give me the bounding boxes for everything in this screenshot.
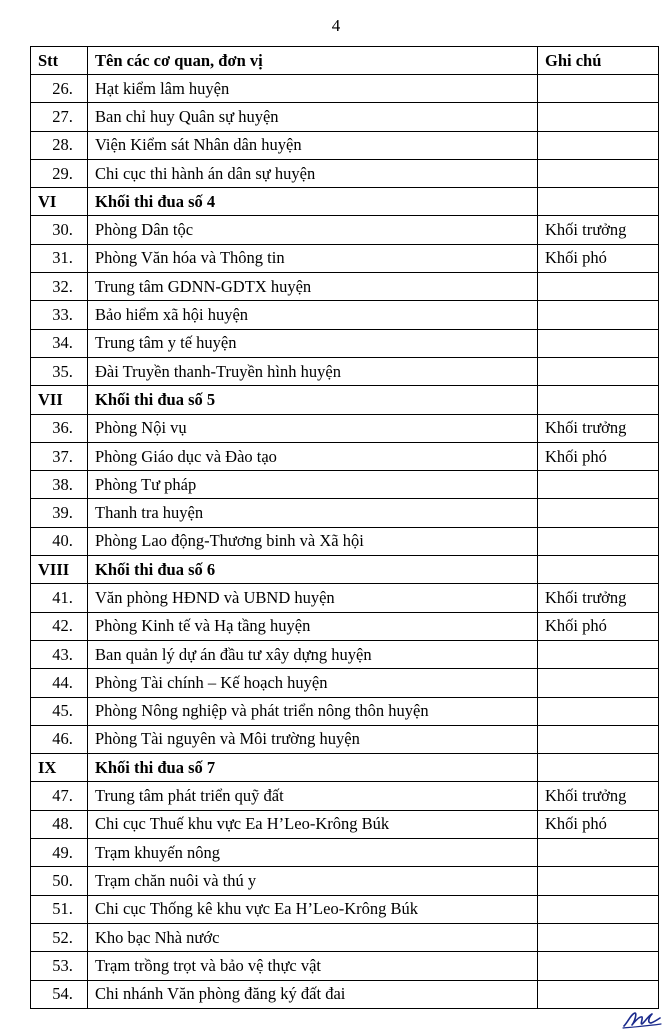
- cell-note: [538, 471, 659, 499]
- page-number: 4: [331, 16, 341, 35]
- cell-note: [538, 159, 659, 187]
- cell-name: Phòng Giáo dục và Đào tạo: [88, 442, 538, 470]
- cell-note: [538, 669, 659, 697]
- header-stt: Stt: [31, 47, 88, 75]
- cell-note: Khối phó: [538, 612, 659, 640]
- cell-stt: 34.: [31, 329, 88, 357]
- cell-stt: 38.: [31, 471, 88, 499]
- cell-note: [538, 103, 659, 131]
- table-header-row: [31, 47, 659, 75]
- cell-stt: 41.: [31, 584, 88, 612]
- agency-table: [30, 46, 659, 1009]
- table-row: [31, 697, 659, 725]
- table-row: [31, 584, 659, 612]
- cell-stt: IX: [31, 754, 88, 782]
- cell-stt: 31.: [31, 244, 88, 272]
- cell-name: Chi nhánh Văn phòng đăng ký đất đai: [88, 980, 538, 1008]
- cell-stt: 27.: [31, 103, 88, 131]
- cell-note: [538, 301, 659, 329]
- cell-stt: VII: [31, 386, 88, 414]
- cell-stt: 47.: [31, 782, 88, 810]
- cell-stt: 28.: [31, 131, 88, 159]
- cell-name: Hạt kiểm lâm huyện: [88, 75, 538, 103]
- cell-note: [538, 273, 659, 301]
- cell-note: [538, 357, 659, 385]
- cell-stt: 43.: [31, 640, 88, 668]
- table-row: [31, 895, 659, 923]
- cell-name: Trung tâm y tế huyện: [88, 329, 538, 357]
- cell-stt: 45.: [31, 697, 88, 725]
- cell-name: Phòng Tài chính – Kế hoạch huyện: [88, 669, 538, 697]
- cell-note: [538, 75, 659, 103]
- cell-note: [538, 895, 659, 923]
- group-row: [31, 188, 659, 216]
- cell-name: Phòng Kinh tế và Hạ tầng huyện: [88, 612, 538, 640]
- cell-stt: 33.: [31, 301, 88, 329]
- cell-name: Khối thi đua số 4: [88, 188, 538, 216]
- cell-note: Khối phó: [538, 810, 659, 838]
- cell-name: Chi cục thi hành án dân sự huyện: [88, 159, 538, 187]
- cell-name: Trạm trồng trọt và bảo vệ thực vật: [88, 952, 538, 980]
- cell-name: Ban quản lý dự án đầu tư xây dựng huyện: [88, 640, 538, 668]
- cell-name: Đài Truyền thanh-Truyền hình huyện: [88, 357, 538, 385]
- cell-name: Chi cục Thống kê khu vực Ea H’Leo-Krông Búk: [88, 895, 538, 923]
- cell-stt: 39.: [31, 499, 88, 527]
- cell-name: Ban chỉ huy Quân sự huyện: [88, 103, 538, 131]
- cell-stt: VI: [31, 188, 88, 216]
- cell-stt: 30.: [31, 216, 88, 244]
- signature-initials-icon: [622, 1004, 662, 1030]
- cell-name: Phòng Tài nguyên và Môi trường huyện: [88, 725, 538, 753]
- cell-stt: 49.: [31, 839, 88, 867]
- cell-note: [538, 386, 659, 414]
- cell-stt: 40.: [31, 527, 88, 555]
- table-row: [31, 952, 659, 980]
- table-row: [31, 810, 659, 838]
- table-row: [31, 244, 659, 272]
- cell-stt: 48.: [31, 810, 88, 838]
- cell-stt: 46.: [31, 725, 88, 753]
- cell-name: Phòng Văn hóa và Thông tin: [88, 244, 538, 272]
- cell-name: Bảo hiểm xã hội huyện: [88, 301, 538, 329]
- table-row: [31, 640, 659, 668]
- cell-note: [538, 952, 659, 980]
- table-body: [31, 75, 659, 1009]
- table-row: [31, 669, 659, 697]
- table-row: [31, 442, 659, 470]
- cell-note: [538, 697, 659, 725]
- cell-name: Viện Kiểm sát Nhân dân huyện: [88, 131, 538, 159]
- cell-stt: 42.: [31, 612, 88, 640]
- table-row: [31, 867, 659, 895]
- cell-note: [538, 867, 659, 895]
- cell-note: [538, 329, 659, 357]
- table-row: [31, 839, 659, 867]
- table-row: [31, 329, 659, 357]
- cell-note: Khối phó: [538, 442, 659, 470]
- cell-stt: 35.: [31, 357, 88, 385]
- cell-stt: 52.: [31, 923, 88, 951]
- table-row: [31, 471, 659, 499]
- cell-name: Thanh tra huyện: [88, 499, 538, 527]
- table-row: [31, 414, 659, 442]
- cell-note: [538, 499, 659, 527]
- cell-note: [538, 754, 659, 782]
- cell-name: Phòng Nông nghiệp và phát triển nông thôn huyện: [88, 697, 538, 725]
- cell-note: [538, 188, 659, 216]
- cell-stt: 26.: [31, 75, 88, 103]
- cell-stt: VIII: [31, 556, 88, 584]
- cell-note: [538, 527, 659, 555]
- table-row: [31, 527, 659, 555]
- table-row: [31, 75, 659, 103]
- cell-stt: 36.: [31, 414, 88, 442]
- table-row: [31, 980, 659, 1008]
- cell-name: Phòng Dân tộc: [88, 216, 538, 244]
- cell-name: Khối thi đua số 5: [88, 386, 538, 414]
- group-row: [31, 386, 659, 414]
- cell-stt: 37.: [31, 442, 88, 470]
- cell-note: Khối trưởng: [538, 584, 659, 612]
- table-row: [31, 273, 659, 301]
- cell-name: Khối thi đua số 6: [88, 556, 538, 584]
- cell-note: [538, 839, 659, 867]
- header-note: Ghi chú: [538, 47, 659, 75]
- cell-name: Phòng Lao động-Thương binh và Xã hội: [88, 527, 538, 555]
- cell-note: [538, 640, 659, 668]
- table-row: [31, 301, 659, 329]
- cell-name: Kho bạc Nhà nước: [88, 923, 538, 951]
- table-row: [31, 782, 659, 810]
- cell-name: Phòng Nội vụ: [88, 414, 538, 442]
- group-row: [31, 556, 659, 584]
- cell-name: Chi cục Thuế khu vực Ea H’Leo-Krông Búk: [88, 810, 538, 838]
- table-row: [31, 499, 659, 527]
- cell-name: Trung tâm phát triển quỹ đất: [88, 782, 538, 810]
- table-row: [31, 357, 659, 385]
- cell-note: [538, 556, 659, 584]
- cell-note: [538, 923, 659, 951]
- cell-note: Khối trưởng: [538, 216, 659, 244]
- cell-note: Khối trưởng: [538, 414, 659, 442]
- cell-stt: 53.: [31, 952, 88, 980]
- cell-stt: 54.: [31, 980, 88, 1008]
- cell-stt: 51.: [31, 895, 88, 923]
- table-row: [31, 923, 659, 951]
- cell-note: [538, 131, 659, 159]
- cell-stt: 32.: [31, 273, 88, 301]
- table-row: [31, 159, 659, 187]
- table-row: [31, 103, 659, 131]
- group-row: [31, 754, 659, 782]
- cell-stt: 50.: [31, 867, 88, 895]
- cell-note: Khối trưởng: [538, 782, 659, 810]
- cell-note: [538, 725, 659, 753]
- cell-note: Khối phó: [538, 244, 659, 272]
- signature-stroke: [624, 1013, 660, 1026]
- cell-name: Trung tâm GDNN-GDTX huyện: [88, 273, 538, 301]
- header-name: Tên các cơ quan, đơn vị: [88, 47, 538, 75]
- cell-stt: 29.: [31, 159, 88, 187]
- table-row: [31, 612, 659, 640]
- cell-name: Phòng Tư pháp: [88, 471, 538, 499]
- cell-name: Trạm khuyến nông: [88, 839, 538, 867]
- cell-name: Khối thi đua số 7: [88, 754, 538, 782]
- cell-name: Văn phòng HĐND và UBND huyện: [88, 584, 538, 612]
- table-row: [31, 216, 659, 244]
- cell-name: Trạm chăn nuôi và thú y: [88, 867, 538, 895]
- table-row: [31, 131, 659, 159]
- table-row: [31, 725, 659, 753]
- cell-stt: 44.: [31, 669, 88, 697]
